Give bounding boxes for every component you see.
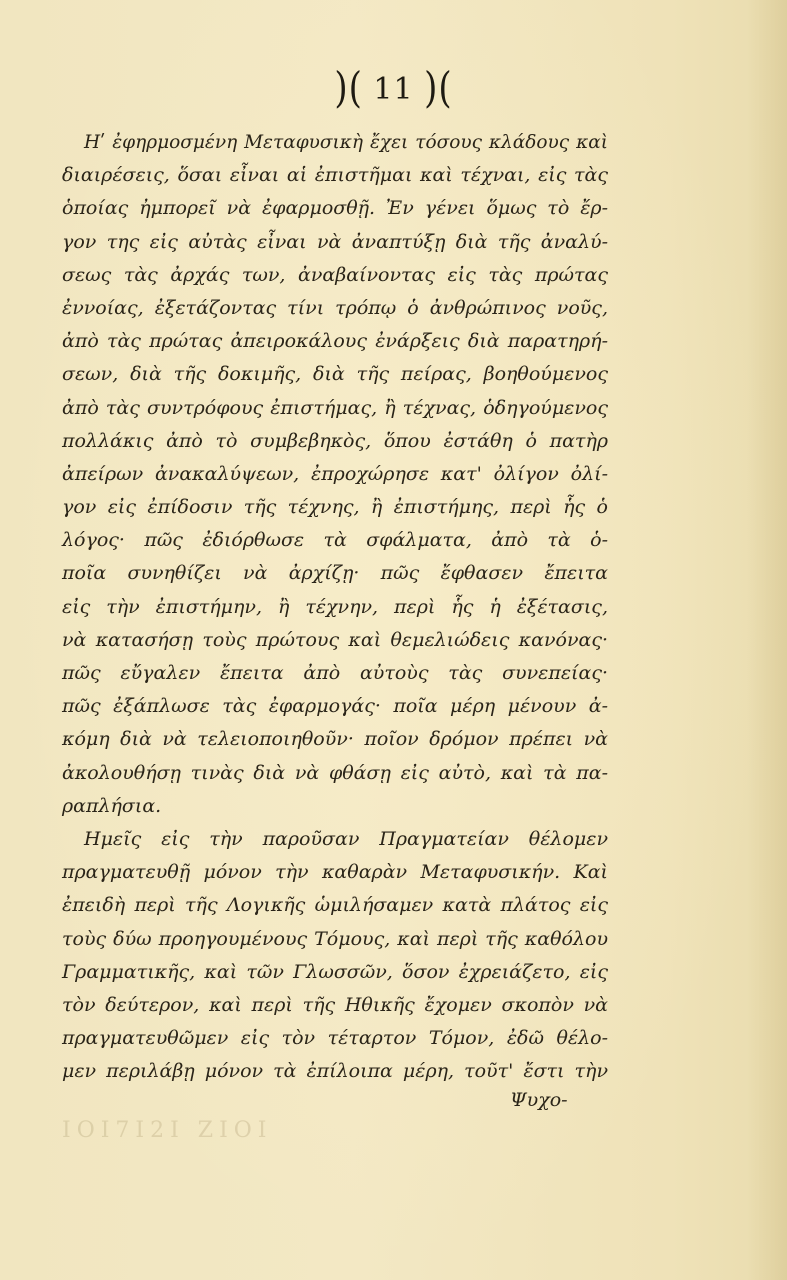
text-line: ἐννοίας, ἐξετάζοντας τίνι τρόπῳ ὁ ἀνθρώπινος νοῦς, (62, 296, 608, 319)
show-through-text: IOI7I2I ZIOI (62, 1118, 273, 1143)
text-line: νὰ κατασήσῃ τοὺς πρώτους καὶ θεμελιώδεις κανόνας· (62, 628, 608, 651)
text-line: Ημεῖς εἰς τὴν παροῦσαν Πραγματείαν θέλομεν (84, 827, 608, 850)
text-line: διαιρέσεις, ὅσαι εἶναι αἱ ἐπιστῆμαι καὶ τέχναι, εἰς τὰς (62, 164, 608, 187)
text-line: πῶς ἐξάπλωσε τὰς ἐφαρμογάς· ποῖα μέρη μένουν ἀ- (62, 695, 608, 718)
catchword: Ψυχο- (510, 1089, 568, 1111)
text-line: ραπλήσια. (62, 794, 162, 817)
text-line: ὁποίας ἠμπορεῖ νὰ ἐφαρμοσθῇ. Ἐν γένει ὅμως τὸ ἔρ- (62, 197, 608, 220)
text-line: ἀπείρων ἀνακαλύψεων, ἐπροχώρησε κατ' ὀλίγον ὀλί- (62, 462, 608, 485)
text-line: Γραμματικῆς, καὶ τῶν Γλωσσῶν, ὅσον ἐχρειάζετο, εἰς (62, 960, 608, 983)
text-line: τοὺς δύω προηγουμένους Τόμους, καὶ περὶ τῆς καθόλου (62, 927, 608, 950)
body-text (62, 126, 608, 1088)
text-line: γον της εἰς αὐτὰς εἶναι νὰ ἀναπτύξῃ διὰ τῆς ἀναλύ- (62, 230, 608, 253)
text-line: εἰς τὴν ἐπιστήμην, ἢ τέχνην, περὶ ἧς ἡ ἐξέτασις, (62, 595, 608, 618)
page-number: 11 (373, 72, 414, 107)
text-line: ἀπὸ τὰς συντρόφους ἐπιστήμας, ἢ τέχνας, ὁδηγούμενος (62, 396, 608, 419)
page-header (0, 63, 787, 113)
text-line: ἀκολουθήσῃ τινὰς διὰ νὰ φθάσῃ εἰς αὐτὸ, καὶ τὰ πα- (62, 761, 608, 784)
text-line: μεν περιλάβῃ μόνον τὰ ἐπίλοιπα μέρη, τοῦτ' ἔστι τὴν (62, 1060, 608, 1083)
page-edge-shadow (747, 0, 787, 1280)
text-line: ποῖα συνηθίζει νὰ ἀρχίζῃ· πῶς ἔφθασεν ἔπειτα (62, 562, 608, 585)
text-line: λόγος· πῶς ἐδιόρθωσε τὰ σφάλματα, ἀπὸ τὰ ὁ- (62, 529, 608, 552)
text-line: ἐπειδὴ περὶ τῆς Λογικῆς ὡμιλήσαμεν κατὰ πλάτος εἰς (62, 894, 608, 917)
text-line: πῶς εὔγαλεν ἔπειτα ἀπὸ αὐτοὺς τὰς συνεπείας· (62, 662, 608, 684)
text-line: πραγματευθῶμεν εἰς τὸν τέταρτον Τόμον, ἐδῶ θέλο- (62, 1027, 608, 1050)
ornament-left: )( (334, 63, 363, 113)
text-line: πραγματευθῇ μόνον τὴν καθαρὰν Μεταφυσικήν. Καὶ (62, 861, 608, 884)
text-line: Ηʹ ἐφηρμοσμένη Μεταφυσικὴ ἔχει τόσους κλάδους καὶ (84, 132, 608, 153)
text-line: σεων, διὰ τῆς δοκιμῆς, διὰ τῆς πείρας, βοηθούμενος (62, 363, 608, 386)
text-line: ἀπὸ τὰς πρώτας ἀπειροκάλους ἐνάρξεις διὰ παρατηρή- (62, 330, 608, 353)
text-line: τὸν δεύτερον, καὶ περὶ τῆς Ηθικῆς ἔχομεν σκοπὸν νὰ (62, 993, 608, 1016)
ornament-right: )( (424, 63, 453, 113)
text-line: πολλάκις ἀπὸ τὸ συμβεβηκὸς, ὅπου ἐστάθη ὁ πατὴρ (62, 429, 608, 452)
text-line: γον εἰς ἐπίδοσιν τῆς τέχνης, ἢ ἐπιστήμης, περὶ ἧς ὁ (62, 496, 608, 519)
text-line: κόμη διὰ νὰ τελειοποιηθοῦν· ποῖον δρόμον πρέπει νὰ (62, 728, 608, 751)
text-line: σεως τὰς ἀρχάς των, ἀναβαίνοντας εἰς τὰς πρώτας (62, 263, 608, 286)
